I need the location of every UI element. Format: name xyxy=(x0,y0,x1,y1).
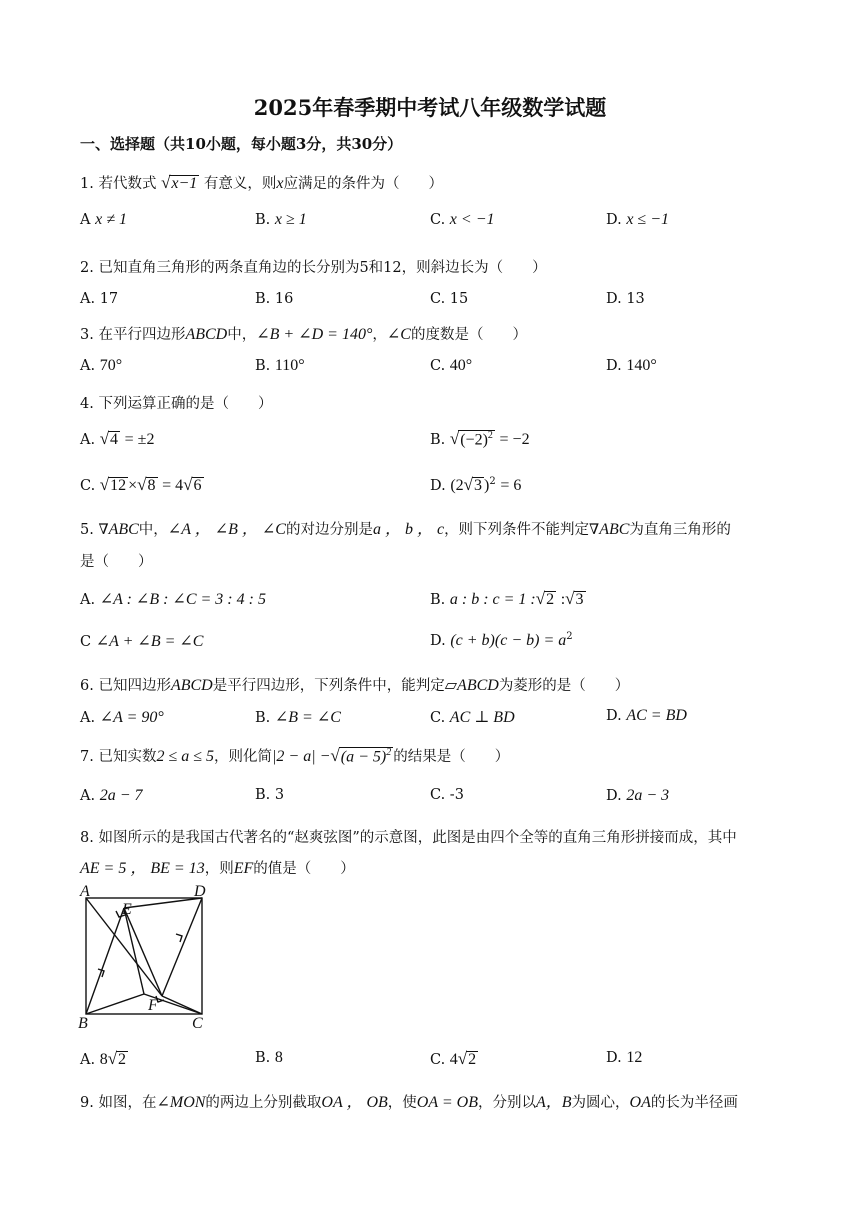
q6-option-b[interactable]: B. ∠B = ∠C xyxy=(255,709,341,726)
question-5-stem: 5. ∇ABC中，∠A ， ∠B ， ∠C的对边分别是a ， b ， c，则下列条件不能判定∇ABC为直角三角形的 xyxy=(80,521,731,538)
q7-option-c[interactable]: C. -3 xyxy=(430,787,464,803)
q3-option-a[interactable]: A. 70° xyxy=(80,357,123,374)
question-5-stem-line2: 是（ ） xyxy=(80,554,153,570)
label-a: A xyxy=(80,883,90,900)
question-9-stem: 9. 如图，在∠MON的两边上分别截取OA ， OB，使OA = OB，分别以A，B为圆心，OA的长为半径画 xyxy=(80,1094,738,1111)
q1-option-c[interactable]: C. x < −1 xyxy=(430,211,495,228)
q1-option-d[interactable]: D. x ≤ −1 xyxy=(606,211,670,228)
question-1-stem: 1. 若代数式 √x−1 有意义，则x应满足的条件为（ ） xyxy=(80,173,444,192)
q8-option-b[interactable]: B. 8 xyxy=(255,1049,283,1066)
q8-option-c[interactable]: C. 4√2 xyxy=(430,1049,477,1068)
radicand: x−1 xyxy=(171,175,198,192)
q6-option-c[interactable]: C. AC ⊥ BD xyxy=(430,709,515,726)
q2-option-c[interactable]: C. 15 xyxy=(430,291,469,307)
q7-option-b[interactable]: B. 3 xyxy=(255,787,285,803)
q7-option-d[interactable]: D. 2a − 3 xyxy=(606,787,670,804)
q1-option-b[interactable]: B. x ≥ 1 xyxy=(255,211,307,228)
q2-option-d[interactable]: D. 13 xyxy=(606,291,645,307)
label-e: E xyxy=(122,901,132,918)
q4-option-d[interactable]: D. (2√3 )$^2$ = 6 xyxy=(430,475,522,494)
q5-option-b[interactable]: B. a : b : c = 1 :√2 :√3 xyxy=(430,589,584,608)
q2-option-a[interactable]: A. 17 xyxy=(80,291,119,307)
question-3-stem: 3. 在平行四边形ABCD中，∠B + ∠D = 140°，∠C的度数是（ ） xyxy=(80,326,527,343)
exam-title: 2025年春季期中考试八年级数学试题 xyxy=(253,95,607,120)
label-c: C xyxy=(192,1015,203,1030)
zhao-shuang-figure xyxy=(76,880,216,1030)
q4-option-b[interactable]: B. $√(-2)^2 = -2$ xyxy=(430,429,530,448)
question-4-stem: 4. 下列运算正确的是（ ） xyxy=(80,396,273,412)
q1-option-a[interactable]: A x ≠ 1 xyxy=(80,211,127,228)
section-heading: 一、选择题（共10小题，每小题3分，共30分） xyxy=(80,135,403,153)
q3-option-b[interactable]: B. 110° xyxy=(255,357,305,374)
question-8-stem: 8. 如图所示的是我国古代著名的“赵爽弦图”的示意图，此图是由四个全等的直角三角形拼接而成，其中 xyxy=(80,830,737,846)
question-2-stem: 2. 已知直角三角形的两条直角边的长分别为5和12，则斜边长为（ ） xyxy=(80,260,547,276)
q7-option-a[interactable]: A. 2a − 7 xyxy=(80,787,143,804)
q4-option-a[interactable]: A. √4 = ±2 xyxy=(80,429,155,448)
q5-option-a[interactable]: A. ∠A : ∠B : ∠C = 3 : 4 : 5 xyxy=(80,591,266,608)
q8-option-a[interactable]: A. 8√2 xyxy=(80,1049,127,1068)
q5-option-d[interactable]: D. $(c + b)(c - b) = a^2$ xyxy=(430,631,573,649)
label-f: F xyxy=(148,997,158,1014)
label-d: D xyxy=(194,883,206,900)
q5-option-c[interactable]: C ∠A + ∠B = ∠C xyxy=(80,633,204,650)
question-6-stem: 6. 已知四边形ABCD是平行四边形，下列条件中，能判定▱ABCD为菱形的是（ ） xyxy=(80,677,630,694)
q6-option-a[interactable]: A. ∠A = 90° xyxy=(80,709,164,726)
question-7-stem: 7. 已知实数2 ≤ a ≤ 5，则化简$|2 - a| -√(a - 5)^2$ 的结果是（ ） xyxy=(80,746,510,765)
q3-option-c[interactable]: C. 40° xyxy=(430,357,473,374)
q6-option-d[interactable]: D. AC = BD xyxy=(606,707,687,724)
label-b: B xyxy=(78,1015,88,1030)
q8-option-d[interactable]: D. 12 xyxy=(606,1049,643,1066)
q3-option-d[interactable]: D. 140° xyxy=(606,357,657,374)
q4-option-c[interactable]: C. √12 ×√8 = 4√6 xyxy=(80,475,202,494)
q2-option-b[interactable]: B. 16 xyxy=(255,291,294,307)
question-8-stem-line2: AE = 5 ， BE = 13，则EF的值是（ ） xyxy=(80,860,355,877)
